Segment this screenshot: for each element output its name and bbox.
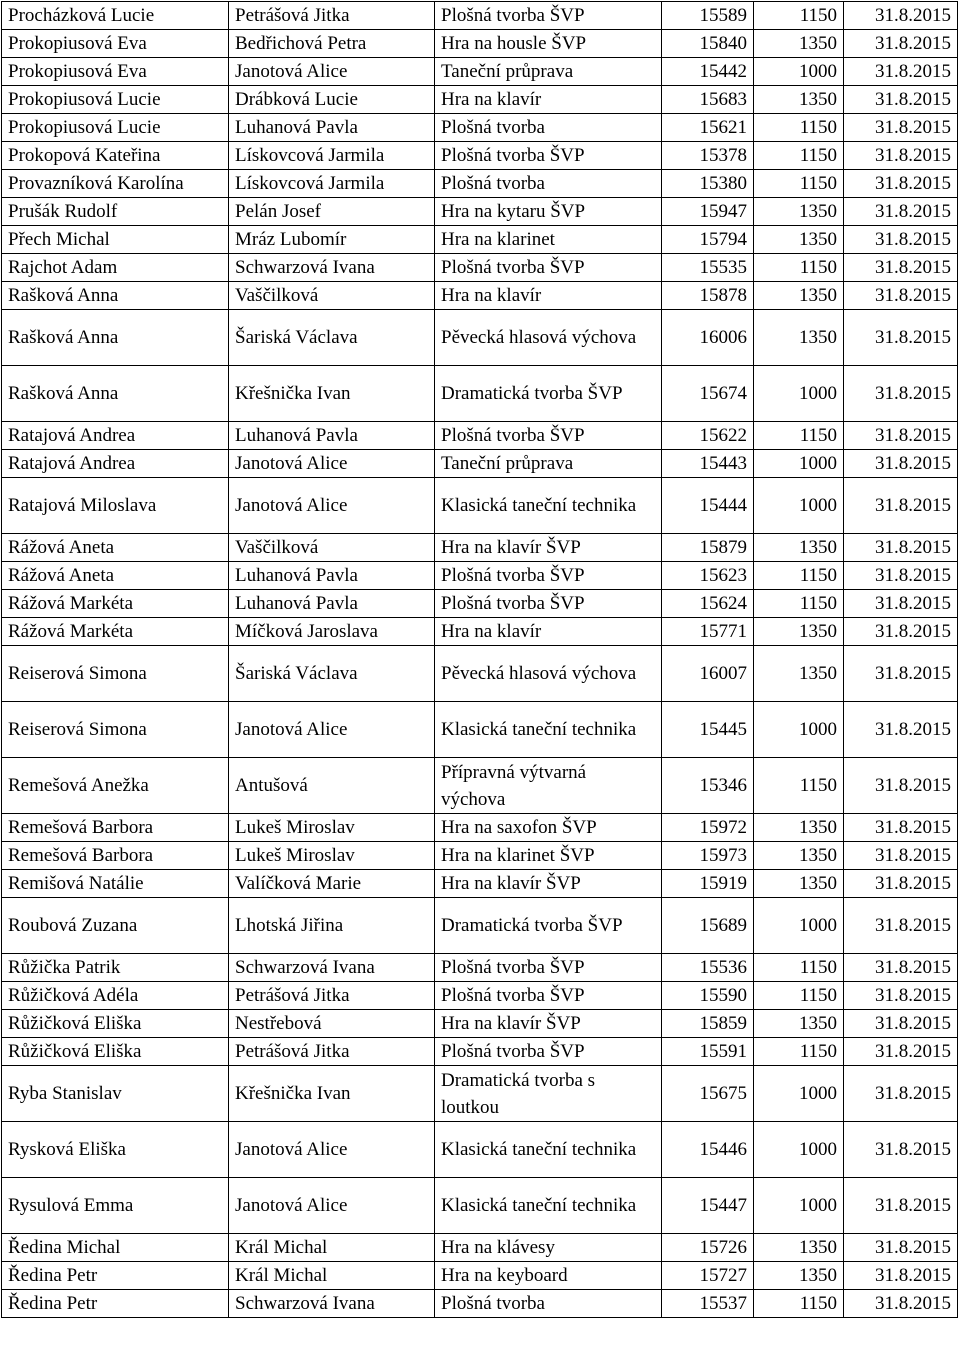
course-cell: Hra na saxofon ŠVP bbox=[435, 814, 662, 842]
amount-cell: 1150 bbox=[754, 562, 844, 590]
student-cell: Ředina Michal bbox=[2, 1234, 229, 1262]
teacher-cell: Petrášová Jitka bbox=[229, 2, 435, 30]
course-cell: Plošná tvorba ŠVP bbox=[435, 254, 662, 282]
date-cell: 31.8.2015 bbox=[844, 310, 958, 366]
amount-cell: 1350 bbox=[754, 1010, 844, 1038]
code-cell: 15674 bbox=[662, 366, 754, 422]
table-row bbox=[2, 1262, 958, 1290]
amount-cell: 1150 bbox=[754, 114, 844, 142]
amount-cell: 1150 bbox=[754, 982, 844, 1010]
date-cell: 31.8.2015 bbox=[844, 1038, 958, 1066]
course-cell: Klasická taneční technika bbox=[435, 478, 662, 534]
amount-cell: 1000 bbox=[754, 478, 844, 534]
course-cell: Dramatická tvorba ŠVP bbox=[435, 898, 662, 954]
code-cell: 15973 bbox=[662, 842, 754, 870]
table-row bbox=[2, 226, 958, 254]
teacher-cell: Bedřichová Petra bbox=[229, 30, 435, 58]
course-cell: Přípravná výtvarná výchova bbox=[435, 758, 662, 814]
amount-cell: 1350 bbox=[754, 842, 844, 870]
date-cell: 31.8.2015 bbox=[844, 842, 958, 870]
teacher-cell: Král Michal bbox=[229, 1234, 435, 1262]
code-cell: 15445 bbox=[662, 702, 754, 758]
teacher-cell: Král Michal bbox=[229, 1262, 435, 1290]
teacher-cell: Schwarzová Ivana bbox=[229, 954, 435, 982]
table-row bbox=[2, 870, 958, 898]
course-cell: Plošná tvorba ŠVP bbox=[435, 1038, 662, 1066]
date-cell: 31.8.2015 bbox=[844, 86, 958, 114]
course-cell: Plošná tvorba ŠVP bbox=[435, 590, 662, 618]
course-cell: Pěvecká hlasová výchova bbox=[435, 310, 662, 366]
code-cell: 15879 bbox=[662, 534, 754, 562]
course-cell: Plošná tvorba bbox=[435, 1290, 662, 1318]
amount-cell: 1150 bbox=[754, 422, 844, 450]
code-cell: 15622 bbox=[662, 422, 754, 450]
student-cell: Růžičková Adéla bbox=[2, 982, 229, 1010]
student-cell: Ratajová Andrea bbox=[2, 450, 229, 478]
teacher-cell: Pelán Josef bbox=[229, 198, 435, 226]
table-row bbox=[2, 562, 958, 590]
date-cell: 31.8.2015 bbox=[844, 758, 958, 814]
course-cell: Plošná tvorba ŠVP bbox=[435, 2, 662, 30]
amount-cell: 1350 bbox=[754, 226, 844, 254]
date-cell: 31.8.2015 bbox=[844, 226, 958, 254]
code-cell: 15380 bbox=[662, 170, 754, 198]
code-cell: 15771 bbox=[662, 618, 754, 646]
teacher-cell: Lískovcová Jarmila bbox=[229, 170, 435, 198]
teacher-cell: Janotová Alice bbox=[229, 478, 435, 534]
student-cell: Ratajová Miloslava bbox=[2, 478, 229, 534]
date-cell: 31.8.2015 bbox=[844, 254, 958, 282]
course-cell: Hra na klarinet bbox=[435, 226, 662, 254]
date-cell: 31.8.2015 bbox=[844, 982, 958, 1010]
table-row bbox=[2, 1122, 958, 1178]
course-cell: Klasická taneční technika bbox=[435, 1122, 662, 1178]
student-cell: Ředina Petr bbox=[2, 1262, 229, 1290]
table-row bbox=[2, 366, 958, 422]
table-row bbox=[2, 982, 958, 1010]
student-cell: Rajchot Adam bbox=[2, 254, 229, 282]
student-cell: Prokopiusová Lucie bbox=[2, 114, 229, 142]
amount-cell: 1350 bbox=[754, 282, 844, 310]
amount-cell: 1350 bbox=[754, 870, 844, 898]
amount-cell: 1150 bbox=[754, 758, 844, 814]
student-cell: Růžička Patrik bbox=[2, 954, 229, 982]
amount-cell: 1350 bbox=[754, 534, 844, 562]
date-cell: 31.8.2015 bbox=[844, 1290, 958, 1318]
teacher-cell: Luhanová Pavla bbox=[229, 114, 435, 142]
student-cell: Rysulová Emma bbox=[2, 1178, 229, 1234]
amount-cell: 1150 bbox=[754, 2, 844, 30]
amount-cell: 1000 bbox=[754, 1122, 844, 1178]
course-cell: Taneční průprava bbox=[435, 58, 662, 86]
date-cell: 31.8.2015 bbox=[844, 198, 958, 226]
table-row bbox=[2, 450, 958, 478]
date-cell: 31.8.2015 bbox=[844, 30, 958, 58]
teacher-cell: Šariská Václava bbox=[229, 310, 435, 366]
student-cell: Remišová Natálie bbox=[2, 870, 229, 898]
date-cell: 31.8.2015 bbox=[844, 646, 958, 702]
course-cell: Hra na klavír bbox=[435, 86, 662, 114]
amount-cell: 1350 bbox=[754, 1262, 844, 1290]
teacher-cell: Petrášová Jitka bbox=[229, 982, 435, 1010]
student-cell: Prokopiusová Eva bbox=[2, 58, 229, 86]
date-cell: 31.8.2015 bbox=[844, 114, 958, 142]
amount-cell: 1350 bbox=[754, 814, 844, 842]
code-cell: 15378 bbox=[662, 142, 754, 170]
date-cell: 31.8.2015 bbox=[844, 954, 958, 982]
date-cell: 31.8.2015 bbox=[844, 562, 958, 590]
student-cell: Ratajová Andrea bbox=[2, 422, 229, 450]
table-row bbox=[2, 814, 958, 842]
table-row bbox=[2, 2, 958, 30]
code-cell: 15859 bbox=[662, 1010, 754, 1038]
course-cell: Pěvecká hlasová výchova bbox=[435, 646, 662, 702]
amount-cell: 1000 bbox=[754, 898, 844, 954]
table-row bbox=[2, 842, 958, 870]
date-cell: 31.8.2015 bbox=[844, 898, 958, 954]
table-row bbox=[2, 1038, 958, 1066]
teacher-cell: Vaščilková bbox=[229, 534, 435, 562]
student-cell: Rážová Markéta bbox=[2, 590, 229, 618]
code-cell: 16006 bbox=[662, 310, 754, 366]
date-cell: 31.8.2015 bbox=[844, 282, 958, 310]
code-cell: 16007 bbox=[662, 646, 754, 702]
course-cell: Hra na kytaru ŠVP bbox=[435, 198, 662, 226]
course-cell: Hra na klavír ŠVP bbox=[435, 1010, 662, 1038]
code-cell: 15919 bbox=[662, 870, 754, 898]
student-cell: Ryba Stanislav bbox=[2, 1066, 229, 1122]
amount-cell: 1150 bbox=[754, 142, 844, 170]
date-cell: 31.8.2015 bbox=[844, 1178, 958, 1234]
teacher-cell: Schwarzová Ivana bbox=[229, 254, 435, 282]
teacher-cell: Schwarzová Ivana bbox=[229, 1290, 435, 1318]
course-cell: Plošná tvorba ŠVP bbox=[435, 562, 662, 590]
student-cell: Rážová Aneta bbox=[2, 562, 229, 590]
course-cell: Hra na housle ŠVP bbox=[435, 30, 662, 58]
teacher-cell: Míčková Jaroslava bbox=[229, 618, 435, 646]
code-cell: 15535 bbox=[662, 254, 754, 282]
code-cell: 15947 bbox=[662, 198, 754, 226]
date-cell: 31.8.2015 bbox=[844, 534, 958, 562]
table-body bbox=[2, 2, 958, 1318]
course-cell: Klasická taneční technika bbox=[435, 1178, 662, 1234]
date-cell: 31.8.2015 bbox=[844, 142, 958, 170]
table-row bbox=[2, 310, 958, 366]
amount-cell: 1350 bbox=[754, 198, 844, 226]
teacher-cell: Janotová Alice bbox=[229, 450, 435, 478]
student-cell: Rašková Anna bbox=[2, 310, 229, 366]
table-row bbox=[2, 646, 958, 702]
course-cell: Plošná tvorba bbox=[435, 114, 662, 142]
table-row bbox=[2, 590, 958, 618]
amount-cell: 1000 bbox=[754, 1178, 844, 1234]
table-row bbox=[2, 1178, 958, 1234]
teacher-cell: Lhotská Jiřina bbox=[229, 898, 435, 954]
amount-cell: 1350 bbox=[754, 310, 844, 366]
code-cell: 15447 bbox=[662, 1178, 754, 1234]
course-cell: Dramatická tvorba s loutkou bbox=[435, 1066, 662, 1122]
table-row bbox=[2, 1234, 958, 1262]
course-cell: Hra na klávesy bbox=[435, 1234, 662, 1262]
amount-cell: 1350 bbox=[754, 86, 844, 114]
table-row bbox=[2, 898, 958, 954]
teacher-cell: Valíčková Marie bbox=[229, 870, 435, 898]
student-cell: Reiserová Simona bbox=[2, 646, 229, 702]
table-row bbox=[2, 1290, 958, 1318]
course-cell: Hra na klavír ŠVP bbox=[435, 870, 662, 898]
table-row bbox=[2, 1010, 958, 1038]
course-cell: Hra na klavír bbox=[435, 618, 662, 646]
code-cell: 15623 bbox=[662, 562, 754, 590]
date-cell: 31.8.2015 bbox=[844, 702, 958, 758]
teacher-cell: Šariská Václava bbox=[229, 646, 435, 702]
date-cell: 31.8.2015 bbox=[844, 590, 958, 618]
amount-cell: 1000 bbox=[754, 366, 844, 422]
teacher-cell: Janotová Alice bbox=[229, 702, 435, 758]
student-cell: Prokopiusová Eva bbox=[2, 30, 229, 58]
code-cell: 15840 bbox=[662, 30, 754, 58]
date-cell: 31.8.2015 bbox=[844, 814, 958, 842]
teacher-cell: Křešnička Ivan bbox=[229, 366, 435, 422]
student-cell: Prušák Rudolf bbox=[2, 198, 229, 226]
amount-cell: 1150 bbox=[754, 1290, 844, 1318]
table-row bbox=[2, 30, 958, 58]
course-cell: Plošná tvorba ŠVP bbox=[435, 982, 662, 1010]
code-cell: 15689 bbox=[662, 898, 754, 954]
code-cell: 15675 bbox=[662, 1066, 754, 1122]
code-cell: 15536 bbox=[662, 954, 754, 982]
student-cell: Roubová Zuzana bbox=[2, 898, 229, 954]
amount-cell: 1350 bbox=[754, 618, 844, 646]
amount-cell: 1150 bbox=[754, 954, 844, 982]
teacher-cell: Antušová bbox=[229, 758, 435, 814]
student-cell: Růžičková Eliška bbox=[2, 1010, 229, 1038]
teacher-cell: Lukeš Miroslav bbox=[229, 842, 435, 870]
date-cell: 31.8.2015 bbox=[844, 1262, 958, 1290]
amount-cell: 1150 bbox=[754, 590, 844, 618]
date-cell: 31.8.2015 bbox=[844, 870, 958, 898]
course-cell: Hra na keyboard bbox=[435, 1262, 662, 1290]
code-cell: 15794 bbox=[662, 226, 754, 254]
amount-cell: 1000 bbox=[754, 1066, 844, 1122]
teacher-cell: Vaščilková bbox=[229, 282, 435, 310]
date-cell: 31.8.2015 bbox=[844, 422, 958, 450]
student-cell: Provazníková Karolína bbox=[2, 170, 229, 198]
amount-cell: 1000 bbox=[754, 702, 844, 758]
student-cell: Remešová Barbora bbox=[2, 842, 229, 870]
course-cell: Hra na klarinet ŠVP bbox=[435, 842, 662, 870]
course-cell: Plošná tvorba ŠVP bbox=[435, 142, 662, 170]
student-cell: Reiserová Simona bbox=[2, 702, 229, 758]
table-row bbox=[2, 618, 958, 646]
date-cell: 31.8.2015 bbox=[844, 478, 958, 534]
student-cell: Rašková Anna bbox=[2, 282, 229, 310]
table-row bbox=[2, 86, 958, 114]
table-row bbox=[2, 534, 958, 562]
code-cell: 15591 bbox=[662, 1038, 754, 1066]
table-row bbox=[2, 198, 958, 226]
course-cell: Plošná tvorba ŠVP bbox=[435, 954, 662, 982]
code-cell: 15727 bbox=[662, 1262, 754, 1290]
amount-cell: 1350 bbox=[754, 646, 844, 702]
teacher-cell: Luhanová Pavla bbox=[229, 590, 435, 618]
student-cell: Rašková Anna bbox=[2, 366, 229, 422]
teacher-cell: Janotová Alice bbox=[229, 1178, 435, 1234]
date-cell: 31.8.2015 bbox=[844, 2, 958, 30]
amount-cell: 1150 bbox=[754, 254, 844, 282]
amount-cell: 1000 bbox=[754, 450, 844, 478]
amount-cell: 1150 bbox=[754, 1038, 844, 1066]
table-row bbox=[2, 702, 958, 758]
student-cell: Remešová Anežka bbox=[2, 758, 229, 814]
course-cell: Hra na klavír bbox=[435, 282, 662, 310]
teacher-cell: Luhanová Pavla bbox=[229, 562, 435, 590]
code-cell: 15621 bbox=[662, 114, 754, 142]
amount-cell: 1150 bbox=[754, 170, 844, 198]
table-row bbox=[2, 422, 958, 450]
code-cell: 15624 bbox=[662, 590, 754, 618]
date-cell: 31.8.2015 bbox=[844, 1122, 958, 1178]
table-row bbox=[2, 58, 958, 86]
code-cell: 15726 bbox=[662, 1234, 754, 1262]
code-cell: 15537 bbox=[662, 1290, 754, 1318]
date-cell: 31.8.2015 bbox=[844, 450, 958, 478]
table-row bbox=[2, 170, 958, 198]
student-cell: Přech Michal bbox=[2, 226, 229, 254]
student-cell: Prokopiusová Lucie bbox=[2, 86, 229, 114]
date-cell: 31.8.2015 bbox=[844, 1234, 958, 1262]
date-cell: 31.8.2015 bbox=[844, 1010, 958, 1038]
student-cell: Remešová Barbora bbox=[2, 814, 229, 842]
course-cell: Klasická taneční technika bbox=[435, 702, 662, 758]
student-cell: Rážová Aneta bbox=[2, 534, 229, 562]
code-cell: 15444 bbox=[662, 478, 754, 534]
table-row bbox=[2, 254, 958, 282]
student-cell: Ředina Petr bbox=[2, 1290, 229, 1318]
teacher-cell: Petrášová Jitka bbox=[229, 1038, 435, 1066]
table-row bbox=[2, 282, 958, 310]
teacher-cell: Lískovcová Jarmila bbox=[229, 142, 435, 170]
teacher-cell: Janotová Alice bbox=[229, 58, 435, 86]
code-cell: 15972 bbox=[662, 814, 754, 842]
student-cell: Růžičková Eliška bbox=[2, 1038, 229, 1066]
date-cell: 31.8.2015 bbox=[844, 366, 958, 422]
date-cell: 31.8.2015 bbox=[844, 58, 958, 86]
student-cell: Rážová Markéta bbox=[2, 618, 229, 646]
amount-cell: 1350 bbox=[754, 1234, 844, 1262]
teacher-cell: Janotová Alice bbox=[229, 1122, 435, 1178]
course-cell: Dramatická tvorba ŠVP bbox=[435, 366, 662, 422]
code-cell: 15446 bbox=[662, 1122, 754, 1178]
course-cell: Plošná tvorba ŠVP bbox=[435, 422, 662, 450]
table-row bbox=[2, 478, 958, 534]
table-row bbox=[2, 1066, 958, 1122]
table-row bbox=[2, 954, 958, 982]
amount-cell: 1350 bbox=[754, 30, 844, 58]
course-cell: Taneční průprava bbox=[435, 450, 662, 478]
student-cell: Rysková Eliška bbox=[2, 1122, 229, 1178]
code-cell: 15442 bbox=[662, 58, 754, 86]
code-cell: 15346 bbox=[662, 758, 754, 814]
amount-cell: 1000 bbox=[754, 58, 844, 86]
teacher-cell: Mráz Lubomír bbox=[229, 226, 435, 254]
date-cell: 31.8.2015 bbox=[844, 170, 958, 198]
teacher-cell: Křešnička Ivan bbox=[229, 1066, 435, 1122]
teacher-cell: Luhanová Pavla bbox=[229, 422, 435, 450]
course-cell: Hra na klavír ŠVP bbox=[435, 534, 662, 562]
code-cell: 15589 bbox=[662, 2, 754, 30]
payments-table bbox=[1, 1, 958, 1318]
teacher-cell: Lukeš Miroslav bbox=[229, 814, 435, 842]
course-cell: Plošná tvorba bbox=[435, 170, 662, 198]
code-cell: 15683 bbox=[662, 86, 754, 114]
teacher-cell: Drábková Lucie bbox=[229, 86, 435, 114]
teacher-cell: Nestřebová bbox=[229, 1010, 435, 1038]
code-cell: 15878 bbox=[662, 282, 754, 310]
date-cell: 31.8.2015 bbox=[844, 618, 958, 646]
table-row bbox=[2, 114, 958, 142]
code-cell: 15590 bbox=[662, 982, 754, 1010]
student-cell: Prokopová Kateřina bbox=[2, 142, 229, 170]
code-cell: 15443 bbox=[662, 450, 754, 478]
date-cell: 31.8.2015 bbox=[844, 1066, 958, 1122]
table-row bbox=[2, 758, 958, 814]
table-row bbox=[2, 142, 958, 170]
student-cell: Procházková Lucie bbox=[2, 2, 229, 30]
